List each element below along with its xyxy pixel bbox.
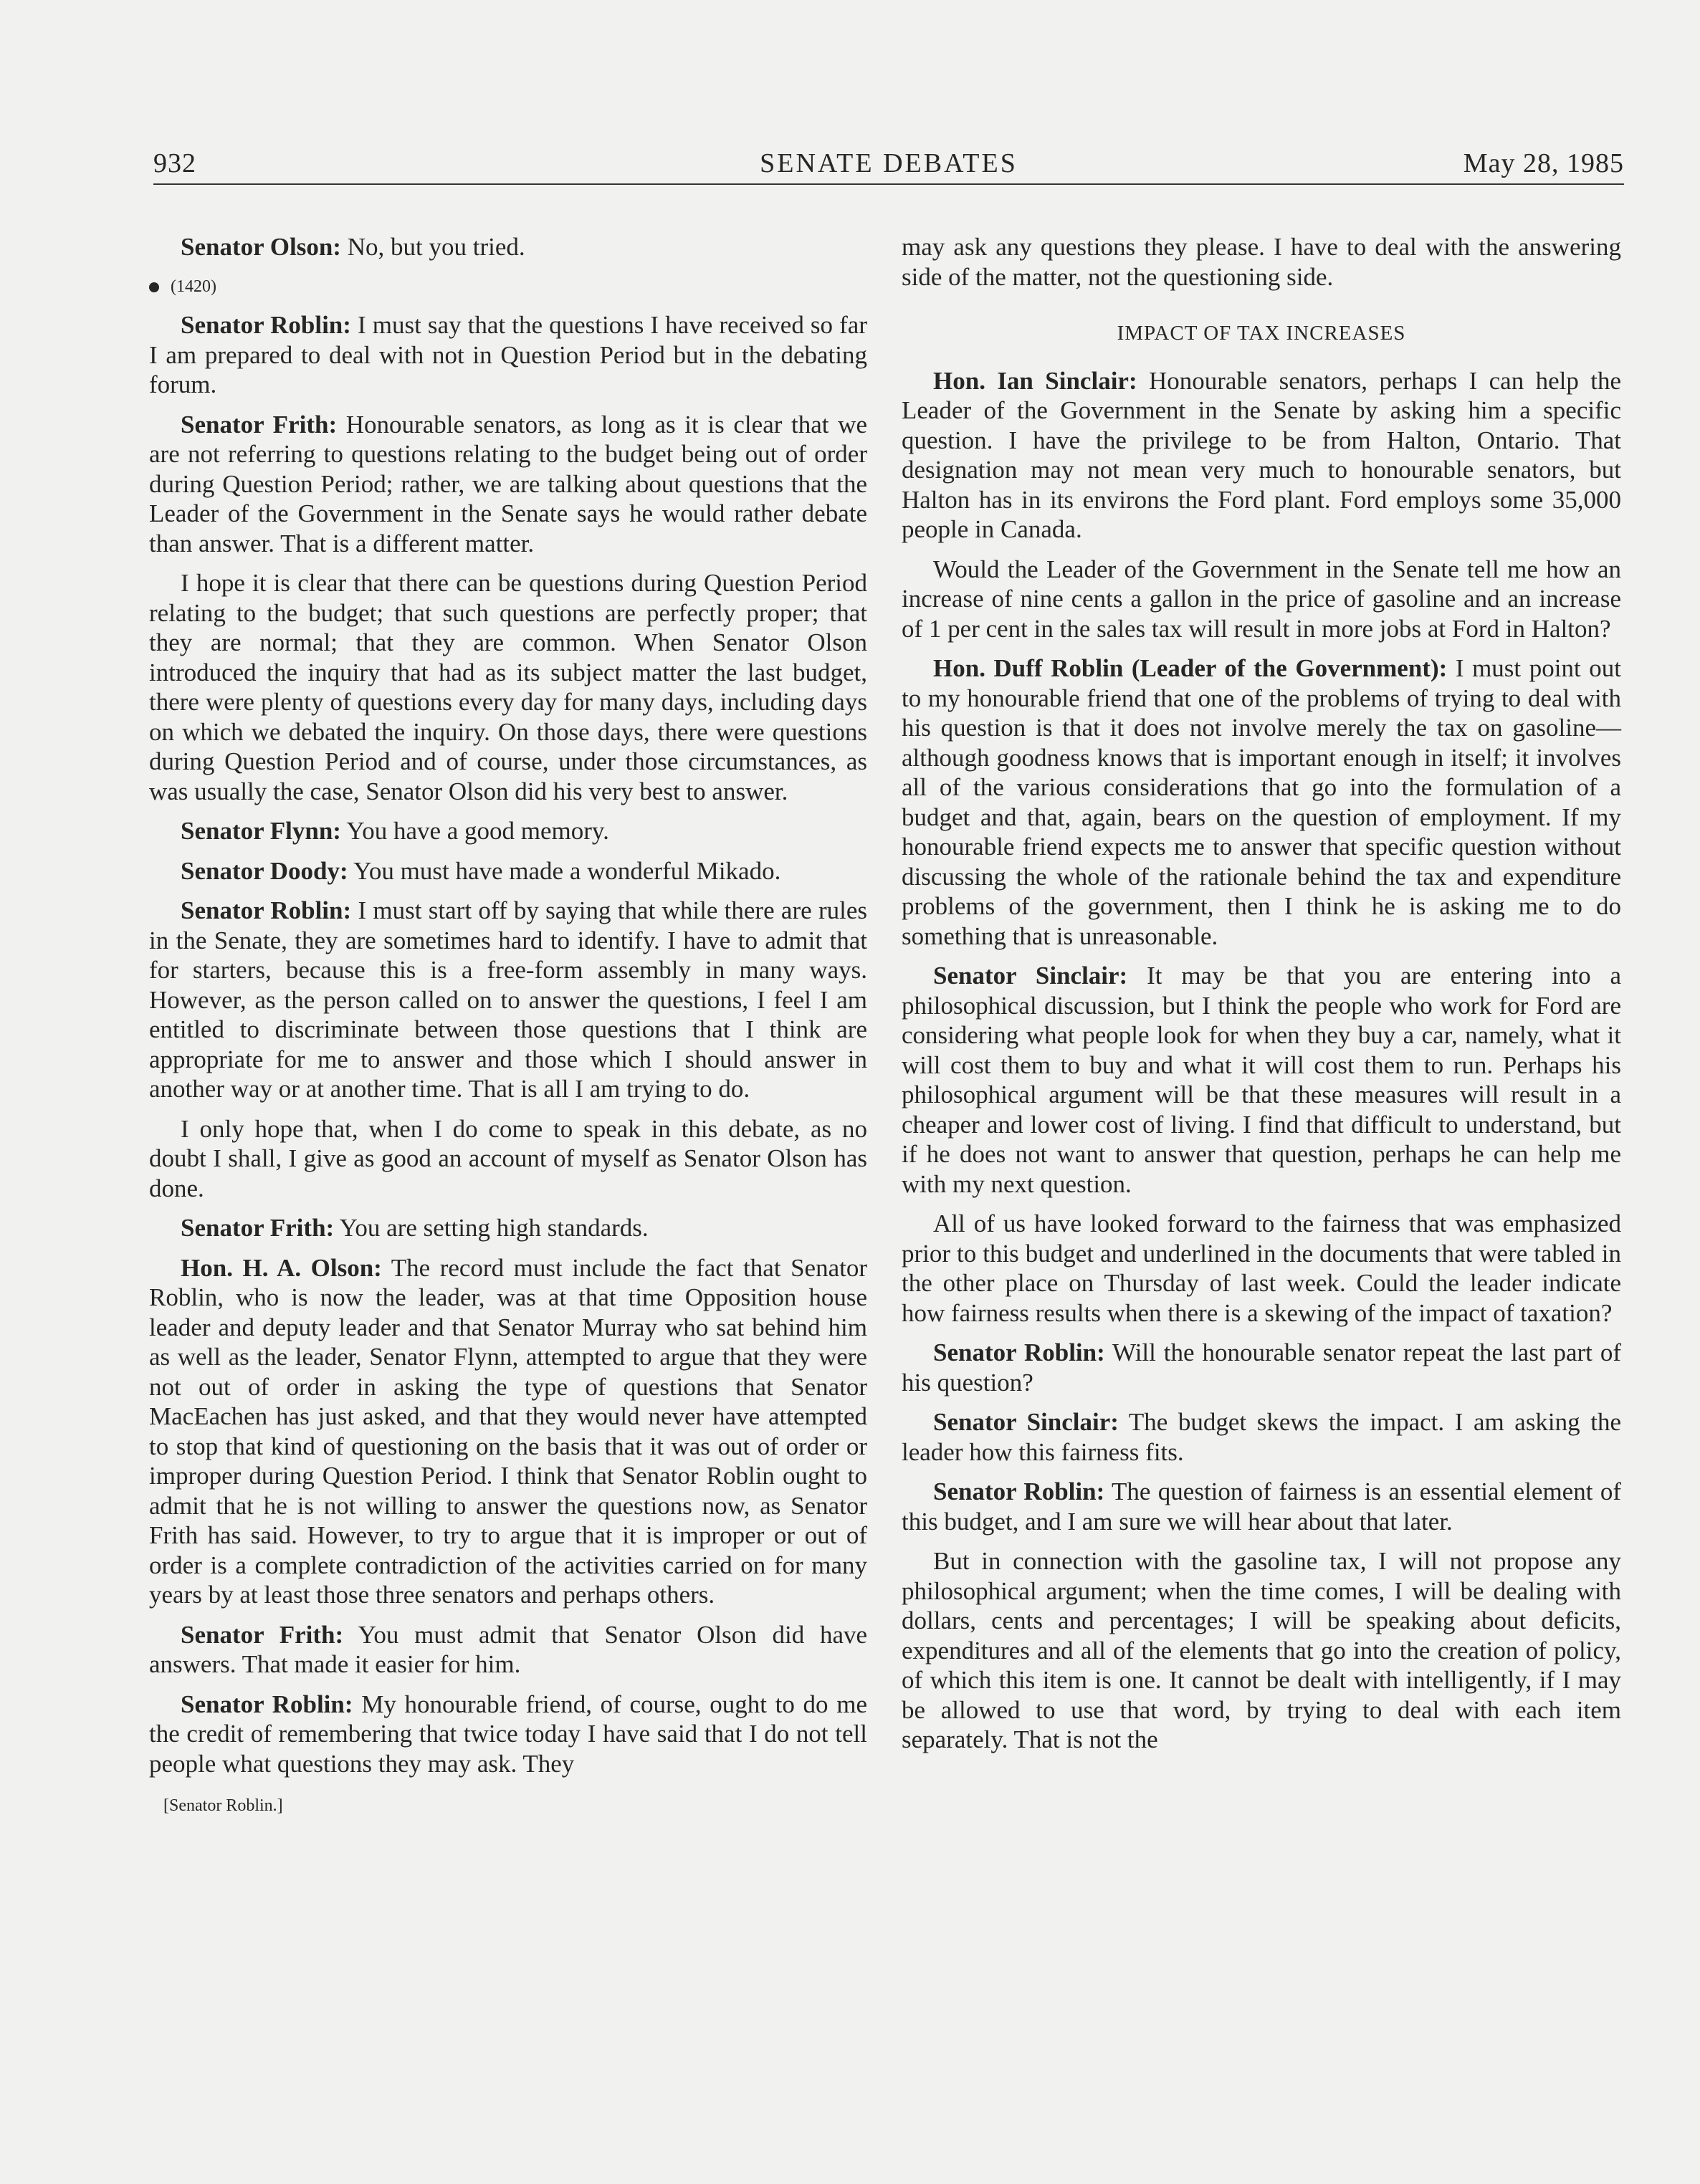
- speech-text: You must have made a wonderful Mikado.: [348, 856, 781, 885]
- paragraph: [902, 653, 1621, 951]
- paragraph: [149, 1114, 867, 1204]
- speech-text: I must point out to my honourable friend that one of the problems of trying to deal with his question is that it does not involve merely the tax on gasoline—although goodness knows that is important enough in itself; it involves all of the various considerations that go into the formulation of a budget and that, again, bears on the question of employment. If my honourable friend expects me to answer that specific question without discussing the whole of the rationale behind the tax and expenditure problems of the government, then I think he is asking me to do something that is unreasonable.: [902, 654, 1621, 950]
- publication-date: May 28, 1985: [1463, 148, 1624, 178]
- speech-text: No, but you tried.: [340, 233, 525, 261]
- speech-text: My honourable friend, of course, ought to do me the credit of remembering that twice today I have said that I do not tell people what questions they may ask. They: [149, 1690, 867, 1778]
- speech-text: I must start off by saying that while there are rules in the Senate, they are sometimes hard to identify. I have to admit that for starters, because this is a free-form assembly in many ways. However, as the person called on to answer the questions, I feel I am entitled to discriminate between those questions that I think are appropriate for me to answer and those which I should answer in another way or at another time. That is all I am trying to do.: [149, 896, 867, 1103]
- speech-text: I only hope that, when I do come to speak in this debate, as no doubt I shall, I give as good an account of myself as Senator Olson has done.: [149, 1114, 867, 1202]
- paragraph: [902, 961, 1621, 1199]
- speech-text: I must say that the questions I have received so far I am prepared to deal with not in Question Period but in the debating forum.: [149, 311, 867, 398]
- speech-text: Honourable senators, as long as it is clear that we are not referring to questions relating to the budget being out of order during Question Period; rather, we are talking about questions that the Leader of the Government in the Senate says he would rather debate than answer. That is a different matter.: [149, 410, 867, 557]
- speech-text: But in connection with the gasoline tax, I will not propose any philosophical argument; when the time comes, I will be dealing with dollars, cents and percentages; I will be speaking about deficits, expenditures and all of the elements that go into the creation of policy, of which this item is one. It cannot be dealt with intelligently, if I may be allowed to use that word, by trying to deal with each item separately. That is not the: [902, 1547, 1621, 1753]
- bullet-icon: [149, 282, 159, 292]
- speaker-name: Hon. Ian Sinclair:: [933, 366, 1137, 395]
- paragraph: [902, 1477, 1621, 1536]
- speech-text: You have a good memory.: [340, 817, 609, 845]
- page-number: 932: [153, 148, 196, 178]
- speaker-name: Senator Roblin:: [933, 1338, 1105, 1366]
- speech-text: Would the Leader of the Government in the Senate tell me how an increase of nine cents a gallon in the price of gasoline and an increase of 1 per cent in the sales tax will result in more jobs at Ford in Halton?: [902, 555, 1621, 643]
- speaker-name: Senator Sinclair:: [933, 1408, 1119, 1436]
- speaker-name: Hon. Duff Roblin (Leader of the Government):: [933, 654, 1448, 682]
- speaker-name: Hon. H. A. Olson:: [181, 1253, 382, 1282]
- speech-text: You must admit that Senator Olson did have answers. That made it easier for him.: [149, 1620, 868, 1678]
- speech-text: I hope it is clear that there can be questions during Question Period relating to the budget; that such questions are perfectly proper; that they are normal; that they are common. When Senator Olson introduced the inquiry that had as its subject matter the last budget, there were plenty of questions every day for many days, including days on which we debated the inquiry. On those days, there were questions during Question Period and of course, under those circumstances, as was usually the case, Senator Olson did his very best to answer.: [149, 569, 867, 805]
- time-marker: [149, 272, 867, 302]
- speaker-footnote: [Senator Roblin.]: [163, 1796, 283, 1815]
- paragraph: [149, 816, 867, 846]
- speaker-name: Senator Olson:: [181, 233, 341, 261]
- speaker-name: Senator Roblin:: [933, 1477, 1105, 1505]
- paragraph: [149, 1690, 867, 1779]
- speech-text: You are setting high standards.: [334, 1214, 649, 1242]
- paragraph: [149, 568, 867, 806]
- time-marker-text: (1420): [171, 277, 216, 296]
- paragraph: [149, 310, 867, 400]
- paragraph: [149, 1213, 867, 1243]
- paragraph: [902, 232, 1621, 292]
- paragraph: [149, 856, 867, 886]
- speech-text: The question of fairness is an essential element of this budget, and I am sure we will hear about that later.: [902, 1477, 1621, 1536]
- paragraph: [902, 1209, 1621, 1328]
- speaker-name: Senator Flynn:: [181, 817, 341, 845]
- speaker-name: Senator Sinclair:: [933, 962, 1128, 990]
- speech-text: may ask any questions they please. I have to deal with the answering side of the matter, not the questioning side.: [902, 233, 1621, 291]
- speaker-name: Senator Doody:: [181, 856, 348, 885]
- paragraph: [902, 366, 1621, 545]
- speech-text: Will the honourable senator repeat the last part of his question?: [902, 1338, 1621, 1397]
- paragraph: [149, 410, 867, 559]
- paragraph: [902, 1407, 1621, 1467]
- speech-text: It may be that you are entering into a philosophical discussion, but I think the people who work for Ford are considering what people look for when they buy a car, namely, what it will cost them to buy and what it will cost them to run. Perhaps his philosophical argument will be that these measures will result in a cheaper and lower cost of living. I find that difficult to understand, but if he does not want to answer that question, perhaps he can help me with my next question.: [902, 962, 1621, 1198]
- left-column: [149, 232, 867, 1821]
- speaker-name: Senator Frith:: [181, 410, 338, 439]
- speech-text: The record must include the fact that Senator Roblin, who is now the leader, was at that time Opposition house leader and deputy leader and that Senator Murray who sat behind him as well as the leader, Senator Flynn, attempted to argue that they were not out of order in asking the type of questions that Senator MacEachen has just asked, and that they would never have attempted to stop that kind of questioning on the basis that it was out of order or improper during Question Period. I think that Senator Roblin ought to admit that he is not willing to answer the questions now, as Senator Frith has said. However, to try to argue that it is improper or out of order is a complete contradiction of the activities carried on for many years by at least those three senators and perhaps others.: [149, 1253, 867, 1609]
- speech-text: The budget skews the impact. I am asking the leader how this fairness fits.: [902, 1408, 1621, 1466]
- paragraph: [902, 555, 1621, 644]
- right-column: [902, 232, 1621, 1765]
- page-header: [153, 148, 1624, 185]
- paragraph: [902, 1546, 1621, 1755]
- speaker-name: Senator Frith:: [181, 1620, 344, 1649]
- paragraph: [149, 232, 867, 262]
- speaker-name: Senator Frith:: [181, 1214, 335, 1242]
- speech-text: Honourable senators, perhaps I can help the Leader of the Government in the Senate by asking him a specific question. I have the privilege to be from Halton, Ontario. That designation may not mean very much to honourable senators, but Halton has in its environs the Ford plant. Ford employs some 35,000 people in Canada.: [902, 366, 1621, 543]
- speech-text: All of us have looked forward to the fairness that was emphasized prior to this budget and underlined in the documents that were tabled in the other place on Thursday of last week. Could the leader indicate how fairness results when there is a skewing of the impact of taxation?: [902, 1210, 1621, 1327]
- paragraph: [149, 1253, 867, 1610]
- speaker-name: Senator Roblin:: [181, 1690, 353, 1718]
- section-heading: IMPACT OF TAX INCREASES: [1117, 322, 1406, 345]
- publication-title: SENATE DEBATES: [760, 148, 1018, 178]
- paragraph: [149, 1620, 867, 1680]
- paragraph: [902, 1338, 1621, 1397]
- speaker-name: Senator Roblin:: [181, 896, 352, 924]
- speaker-name: Senator Roblin:: [181, 311, 351, 339]
- paragraph: [149, 896, 867, 1104]
